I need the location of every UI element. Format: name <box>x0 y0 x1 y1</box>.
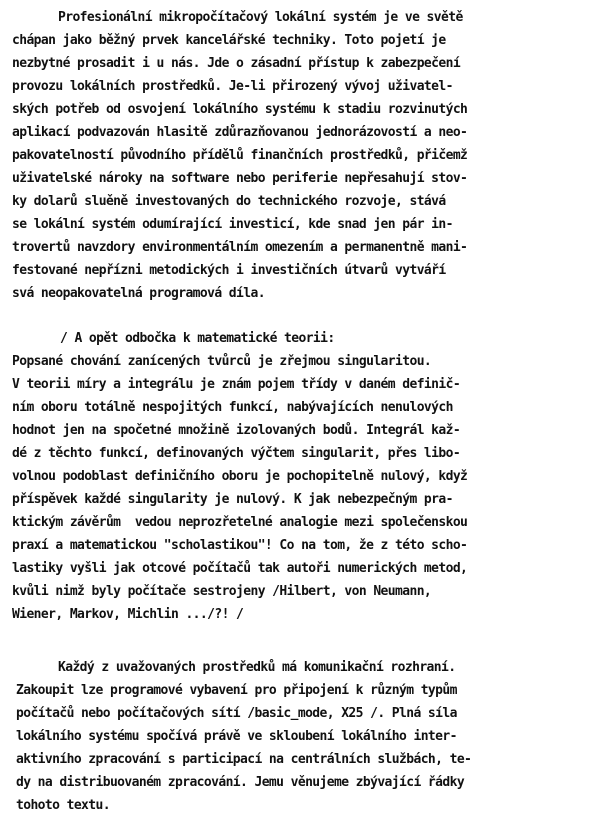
text-line: kvůli nimž byly počítače sestrojeny /Hilbert, von Neumann, <box>12 584 432 599</box>
text-line: příspěvek každé singularity je nulový. K jak nebezpečným pra- <box>12 492 453 507</box>
text-line: tohoto textu. <box>16 798 110 813</box>
text-line: chápan jako běžný prvek kancelářské techniky. Toto pojetí je <box>12 33 446 48</box>
text-line: uživatelské nároky na software nebo periferie nepřesahují stov- <box>12 171 468 186</box>
text-line: Každý z uvažovaných prostředků má komunikační rozhraní. <box>58 660 456 675</box>
text-line: V teorii míry a integrálu je znám pojem třídy v daném definič- <box>12 377 461 392</box>
text-line: svá neopakovatelná programová díla. <box>12 286 265 301</box>
text-line: aplikací podvazován hlasitě zdůrazňovanou jednorázovostí a neo- <box>12 125 468 140</box>
text-line: ktickým závěrům vedou neprozřetelné analogie mezi společenskou <box>12 515 468 530</box>
text-line: počítačů nebo počítačových sítí /basic_mode, X25 /. Plná síla <box>16 706 457 721</box>
text-line: Popsané chování zanícených tvůrců je zřejmou singularitou. <box>12 354 432 369</box>
text-line: festované nepřízni metodických i investičních útvarů vytváří <box>12 263 446 278</box>
text-line: trovertů navzdory environmentálním omezením a permanentně mani- <box>12 240 468 255</box>
text-line: lokálního systému spočívá právě ve skloubení lokálního inter- <box>16 729 457 744</box>
text-line: Zakoupit lze programové vybavení pro připojení k různým typům <box>16 683 457 698</box>
text-line: hodnot jen na spočetné množině izolovaných bodů. Integrál kaž- <box>12 423 461 438</box>
text-line: dé z těchto funkcí, definovaných výčtem singularit, přes libo- <box>12 446 461 461</box>
text-line: / A opět odbočka k matematické teorii: <box>60 331 335 346</box>
text-line: Wiener, Markov, Michlin .../?! / <box>12 607 244 622</box>
text-line: pakovatelností původního přídělů finančních prostředků, přičemž <box>12 148 468 163</box>
text-line: dy na distribuovaném zpracování. Jemu věnujeme zbývající řádky <box>16 775 465 790</box>
text-line: praxí a matematickou "scholastikou"! Co na tom, že z této scho- <box>12 538 468 553</box>
text-line: provozu lokálních prostředků. Je-li přirozený vývoj uživatel- <box>12 79 453 94</box>
text-line: aktivního zpracování s participací na centrálních službách, te- <box>16 752 472 767</box>
text-line: Profesionální mikropočítačový lokální systém je ve světě <box>58 10 463 25</box>
text-line: ním oboru totálně nespojitých funkcí, nabývajících nenulových <box>12 400 453 415</box>
text-line: se lokální systém odumírající investicí, kde snad jen pár in- <box>12 217 453 232</box>
text-line: volnou podoblast definičního oboru je pochopitelně nulový, když <box>12 469 468 484</box>
text-line: ky dolarů sluěně investovaných do technického rozvoje, stává <box>12 194 446 209</box>
text-line: ských potřeb od osvojení lokálního systému k stadiu rozvinutých <box>12 102 468 117</box>
text-line: lastiky vyšli jak otcové počítačů tak autoři numerických metod, <box>12 561 468 576</box>
text-line: nezbytné prosadit i u nás. Jde o zásadní přístup k zabezpečení <box>12 56 461 71</box>
